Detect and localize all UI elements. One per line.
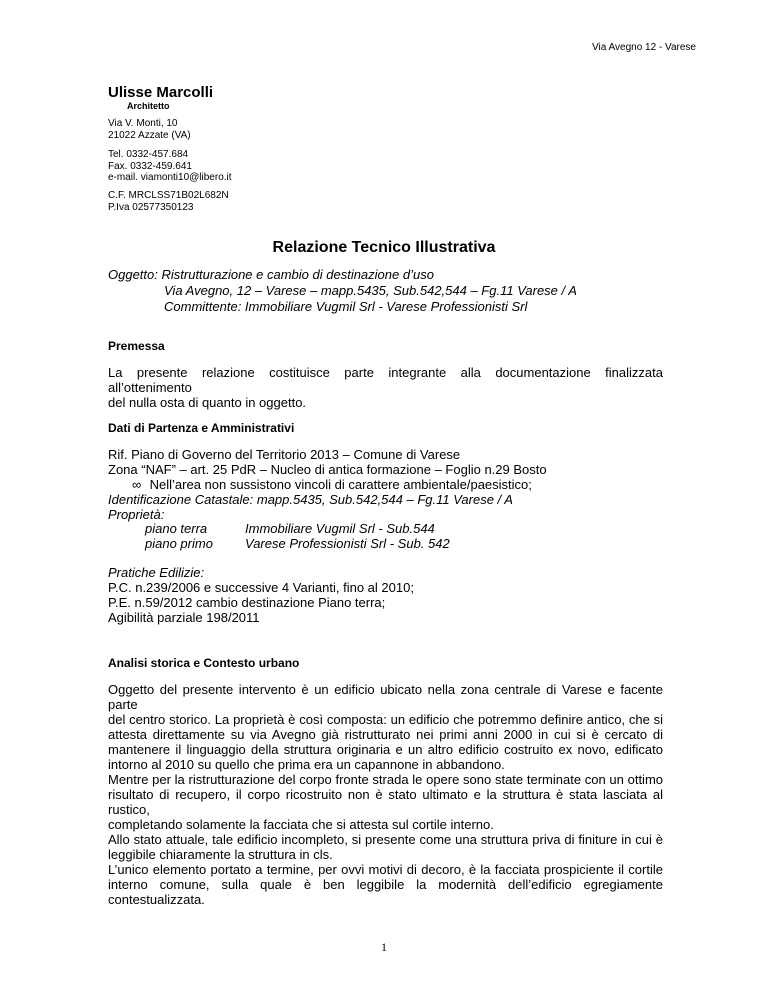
paragraph-line: Mentre per la ristrutturazione del corpo fronte strada le opere sono state terminate con un ottimo: [108, 772, 663, 787]
paragraph-line: attesta direttamente su via Avegno già ristrutturato nei primi anni 2000 in cui si è cercato di: [108, 727, 663, 742]
proprieta-floor: piano primo: [145, 536, 213, 551]
paragraph-line: La presente relazione costituisce parte integrante alla documentazione finalizzata all’ottenimento: [108, 365, 663, 395]
oggetto-line-2: Via Avegno, 12 – Varese – mapp.5435, Sub.542,544 – Fg.11 Varese / A: [164, 283, 577, 298]
author-contacts: [108, 149, 368, 184]
paragraph-line: L’unico elemento portato a termine, per ovvi motivi di decoro, è la facciata prospiciente il cortile: [108, 862, 663, 877]
paragraph-line: del nulla osta di quanto in oggetto.: [108, 395, 307, 410]
page-number: 1: [381, 940, 387, 954]
address-line: 21022 Azzate (VA): [108, 129, 191, 141]
dati-identificazione: Identificazione Catastale: mapp.5435, Sub.542,544 – Fg.11 Varese / A: [108, 492, 513, 507]
contact-email: e-mail. viamonti10@libero.it: [108, 172, 232, 183]
author-name: Ulisse Marcolli: [108, 84, 214, 101]
document-title: Relazione Tecnico Illustrativa: [272, 239, 496, 256]
paragraph-line: completando solamente la facciata che si attesta sul cortile interno.: [108, 817, 494, 832]
paragraph-line: del centro storico. La proprietà è così composta: un edificio che potremmo definire antico, che si: [108, 712, 663, 727]
paragraph-line: leggibile chiaramente la struttura in cls.: [108, 847, 333, 862]
proprieta-owner: Varese Professionisti Srl - Sub. 542: [245, 536, 450, 551]
analisi-paragraph: [108, 682, 663, 907]
vat-number: P.Iva 02577350123: [108, 201, 194, 213]
contact-fax: Fax. 0332-459.641: [108, 160, 192, 172]
pratiche-item: P.C. n.239/2006 e successive 4 Varianti, fino al 2010;: [108, 580, 414, 595]
author-fiscal: [108, 190, 368, 213]
oggetto-text: Ristrutturazione e cambio di destinazione d’uso: [161, 267, 434, 282]
contact-phone: Tel. 0332-457.684: [108, 149, 189, 160]
dati-heading: Dati di Partenza e Amministrativi: [108, 421, 295, 435]
paragraph-line: Allo stato attuale, tale edificio incompleto, si presente come una struttura priva di finiture in cui è: [108, 832, 663, 847]
address-line: Via V. Monti, 10: [108, 118, 178, 129]
header-location: Via Avegno 12 - Varese: [592, 42, 696, 53]
infinity-bullet-icon: ∞: [132, 477, 142, 492]
premessa-paragraph: [108, 365, 663, 410]
paragraph-line: risultato di recupero, il corpo ricostruito non è stato ultimato e la struttura è stata lasciata al rustico,: [108, 787, 663, 817]
oggetto-line-3: Committente: Immobiliare Vugmil Srl - Varese Professionisti Srl: [164, 299, 528, 314]
proprieta-floor: piano terra: [145, 521, 208, 536]
oggetto-label: Oggetto:: [108, 267, 158, 282]
dati-bullet-item: [132, 477, 532, 492]
paragraph-line: mantenere il linguaggio della struttura originaria e un altro edificio costruito ex novo, edificato: [108, 742, 663, 757]
premessa-heading: Premessa: [108, 339, 165, 353]
pratiche-item: Agibilità parziale 198/2011: [108, 610, 260, 625]
proprieta-label: Proprietà:: [108, 507, 165, 522]
bullet-text: Nell’area non sussistono vincoli di carattere ambientale/paesistico;: [149, 477, 532, 492]
paragraph-line: Oggetto del presente intervento è un edificio ubicato nella zona centrale di Varese e facente parte: [108, 682, 663, 712]
paragraph-line: intorno al 2010 su quello che prima era un capannone in abbandono.: [108, 757, 505, 772]
pratiche-item: P.E. n.59/2012 cambio destinazione Piano terra;: [108, 595, 386, 610]
dati-zona: Zona “NAF” – art. 25 PdR – Nucleo di antica formazione – Foglio n.29 Bosto: [108, 462, 547, 477]
paragraph-line: contestualizzata.: [108, 892, 205, 907]
dati-rif: Rif. Piano di Governo del Territorio 2013 – Comune di Varese: [108, 447, 461, 462]
analisi-heading: Analisi storica e Contesto urbano: [108, 656, 300, 670]
oggetto-line-1: [108, 267, 434, 282]
proprieta-owner: Immobiliare Vugmil Srl - Sub.544: [245, 521, 435, 536]
author-role: Architetto: [127, 101, 170, 111]
author-address: [108, 118, 368, 141]
pratiche-label: Pratiche Edilizie:: [108, 565, 205, 580]
paragraph-line: interno comune, sulla quale è ben leggibile la modernità dell’edificio egregiamente: [108, 877, 663, 892]
fiscal-code: C.F. MRCLSS71B02L682N: [108, 190, 229, 201]
